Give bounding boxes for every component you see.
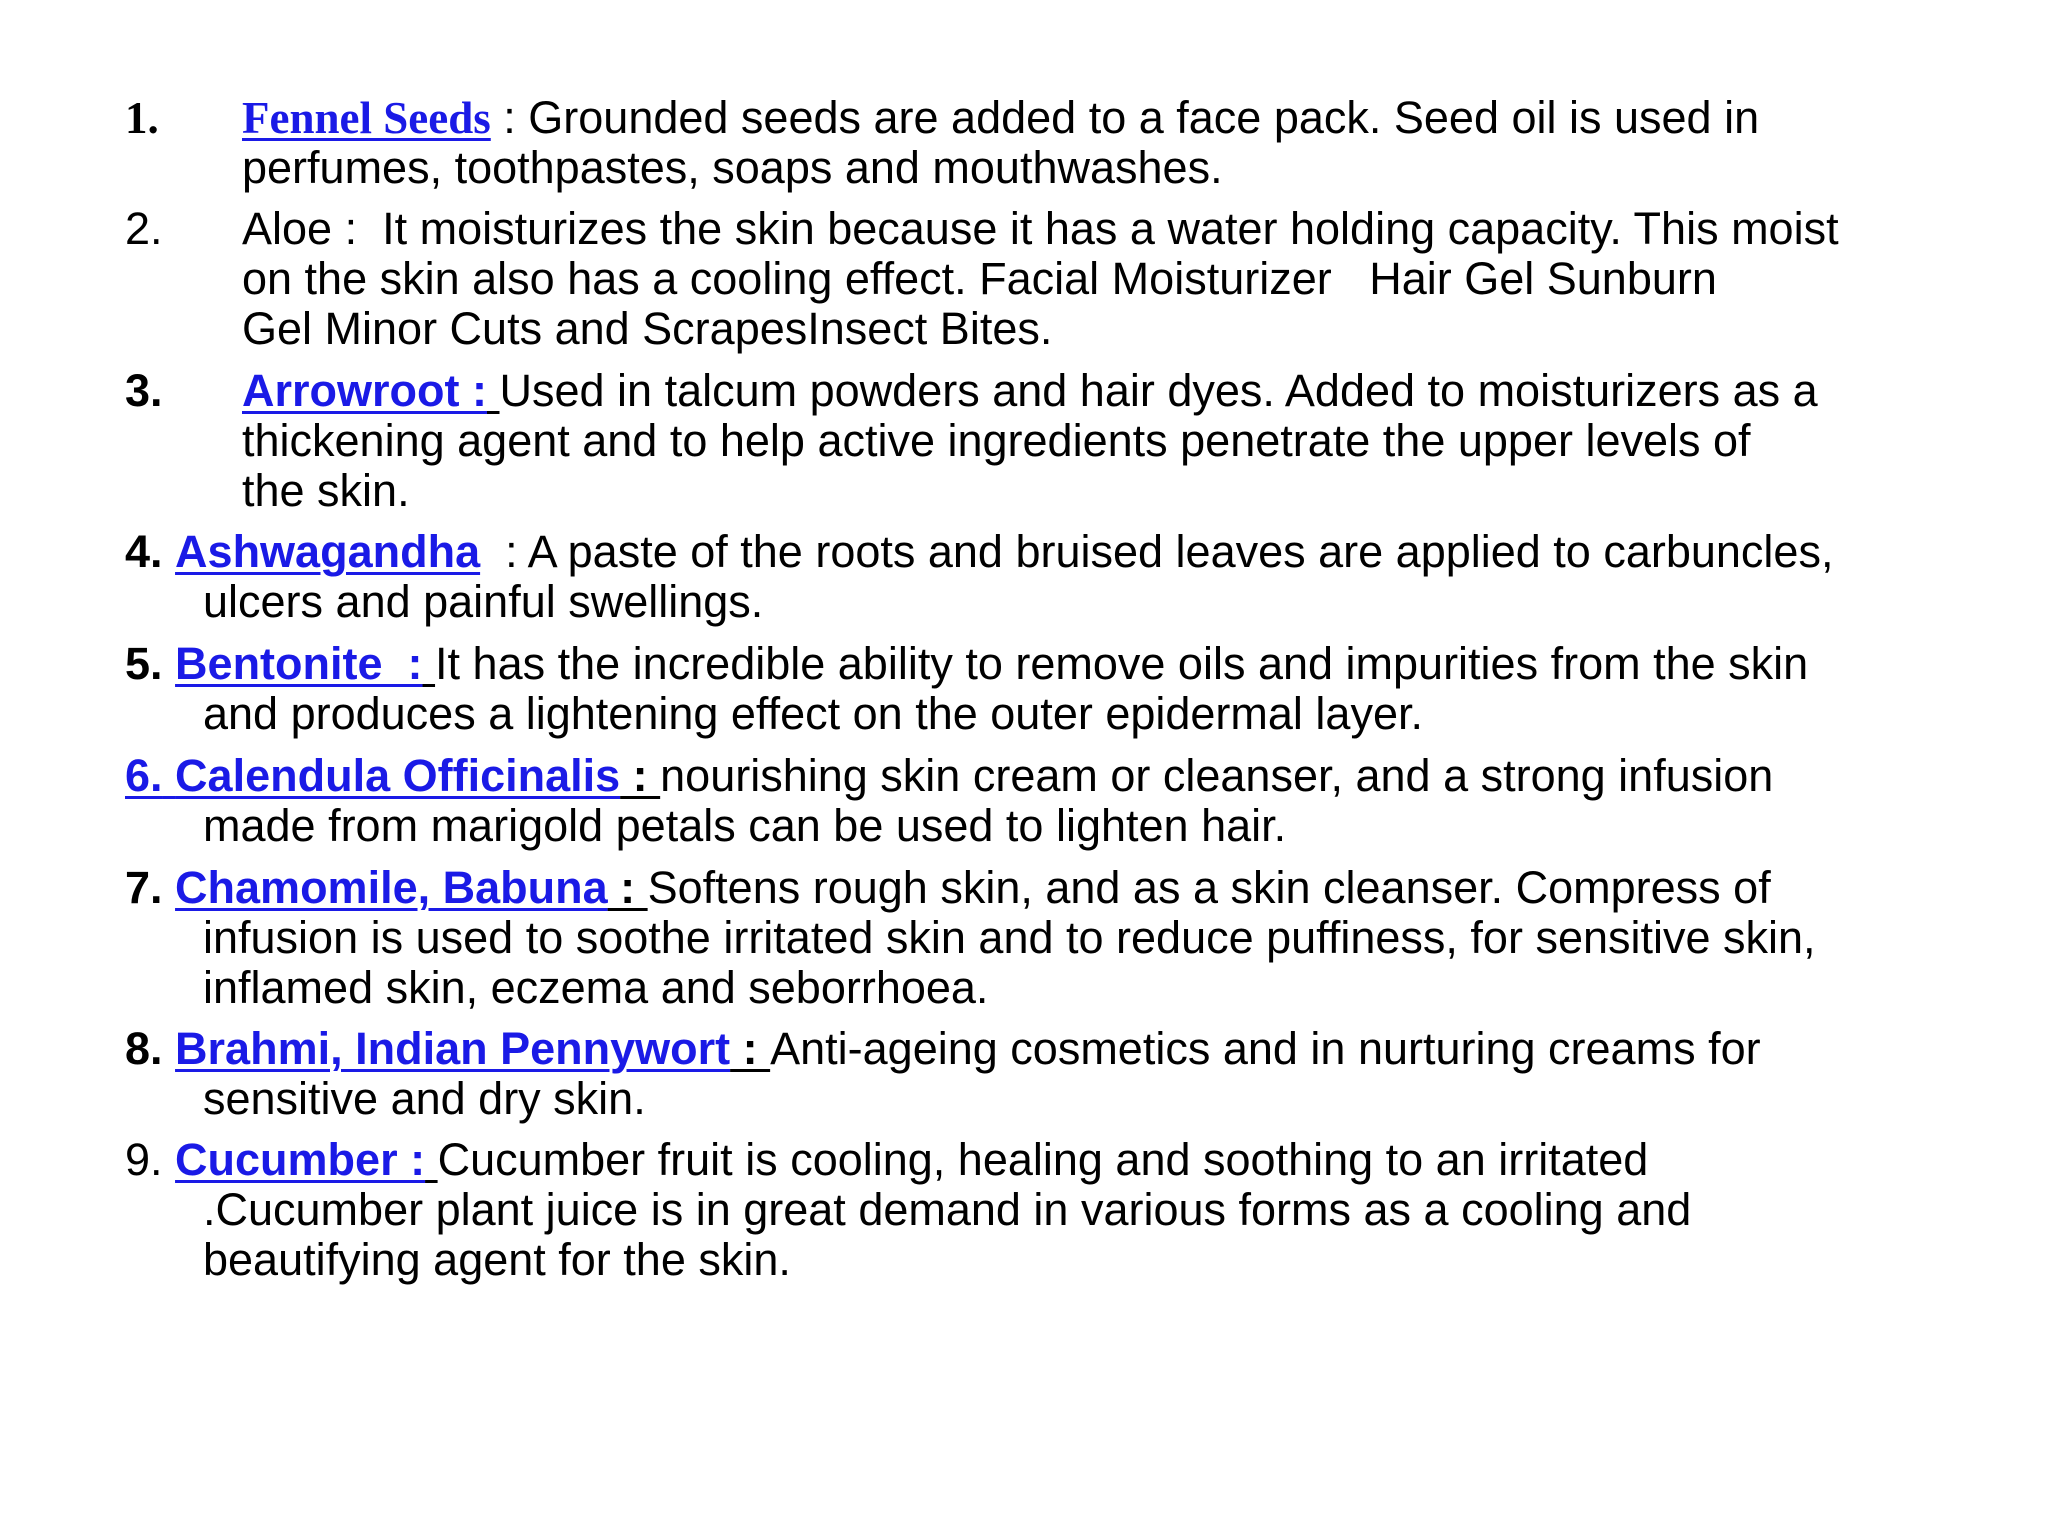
item-line bbox=[242, 204, 1839, 254]
item-body bbox=[125, 1024, 1761, 1124]
item-line: on the skin also has a cooling effect. Facial Moisturizer Hair Gel Sunburn bbox=[242, 253, 1717, 304]
item-number: 1. bbox=[125, 93, 159, 143]
item-number: 7. bbox=[125, 862, 163, 913]
term-link-chamomile-babuna[interactable]: Chamomile, Babuna bbox=[175, 862, 608, 913]
term-separator: : bbox=[607, 862, 648, 913]
item-text: It moisturizes the skin because it has a water holding capacity. This moist bbox=[369, 203, 1839, 254]
term-link-arrowroot[interactable]: Arrowroot : bbox=[242, 365, 487, 416]
item-body bbox=[125, 1135, 1691, 1285]
item-body bbox=[242, 204, 1839, 354]
term-separator: : bbox=[730, 1023, 771, 1074]
item-line bbox=[125, 1024, 1761, 1074]
item-line: beautifying agent for the skin. bbox=[203, 1234, 791, 1285]
item-line: perfumes, toothpastes, soaps and mouthwashes. bbox=[242, 142, 1223, 193]
term-separator bbox=[487, 365, 500, 416]
item-body bbox=[125, 863, 1816, 1013]
item-number: 5. bbox=[125, 638, 163, 689]
item-text: Cucumber fruit is cooling, healing and soothing to an irritated bbox=[437, 1134, 1649, 1185]
term-link-cucumber[interactable]: Cucumber : bbox=[175, 1134, 426, 1185]
term-link-fennel-seeds[interactable]: Fennel Seeds bbox=[242, 93, 491, 143]
term-separator bbox=[423, 638, 436, 689]
item-line: thickening agent and to help active ingredients penetrate the upper levels of bbox=[242, 415, 1751, 466]
item-body bbox=[242, 93, 1759, 193]
item-text: It has the incredible ability to remove oils and impurities from the skin bbox=[435, 638, 1809, 689]
item-body bbox=[125, 639, 1808, 739]
term-link-calendula[interactable] bbox=[163, 750, 176, 801]
term-link-calendula-officinalis[interactable]: Calendula Officinalis bbox=[175, 750, 621, 801]
item-line bbox=[125, 863, 1816, 913]
item-text: Anti-ageing cosmetics and in nurturing creams for bbox=[770, 1023, 1761, 1074]
item-number: 4. bbox=[125, 526, 163, 577]
item-line: ulcers and painful swellings. bbox=[203, 576, 764, 627]
item-line: the skin. bbox=[242, 465, 410, 516]
term-separator: : bbox=[620, 750, 661, 801]
item-line: infusion is used to soothe irritated skin and to reduce puffiness, for sensitive skin, bbox=[203, 912, 1816, 963]
item-number: 3. bbox=[125, 365, 163, 416]
term-link-bentonite[interactable]: Bentonite : bbox=[175, 638, 423, 689]
item-number[interactable]: 6. bbox=[125, 750, 163, 801]
item-lead: Aloe : bbox=[242, 203, 370, 254]
item-body bbox=[125, 527, 1833, 627]
term-link-brahmi-indian-pennywort[interactable]: Brahmi, Indian Pennywort bbox=[175, 1023, 731, 1074]
term-link-ashwagandha[interactable]: Ashwagandha bbox=[175, 526, 481, 577]
term-separator: : bbox=[490, 92, 529, 143]
item-body bbox=[242, 366, 1818, 516]
item-line: made from marigold petals can be used to lighten hair. bbox=[203, 800, 1287, 851]
item-text: Used in talcum powders and hair dyes. Added to moisturizers as a bbox=[499, 365, 1818, 416]
item-line bbox=[242, 366, 1818, 416]
item-line: .Cucumber plant juice is in great demand in various forms as a cooling and bbox=[203, 1184, 1692, 1235]
item-line: and produces a lightening effect on the outer epidermal layer. bbox=[203, 688, 1423, 739]
item-line: inflamed skin, eczema and seborrhoea. bbox=[203, 962, 989, 1013]
item-number: 2. bbox=[125, 203, 163, 254]
item-number: 8. bbox=[125, 1023, 163, 1074]
item-text: Softens rough skin, and as a skin cleanser. Compress of bbox=[647, 862, 1771, 913]
item-text: nourishing skin cream or cleanser, and a strong infusion bbox=[660, 750, 1774, 801]
item-body bbox=[125, 751, 1773, 851]
item-line bbox=[125, 527, 1833, 577]
item-line bbox=[125, 1135, 1691, 1185]
item-line bbox=[125, 751, 1773, 801]
item-number: 9. bbox=[125, 1134, 163, 1185]
item-text: A paste of the roots and bruised leaves are applied to carbuncles, bbox=[527, 526, 1834, 577]
term-separator bbox=[425, 1134, 438, 1185]
item-line: Gel Minor Cuts and ScrapesInsect Bites. bbox=[242, 303, 1053, 354]
term-separator: : bbox=[480, 526, 528, 577]
item-text: Grounded seeds are added to a face pack. Seed oil is used in bbox=[528, 92, 1760, 143]
item-line: sensitive and dry skin. bbox=[203, 1073, 646, 1124]
item-line bbox=[125, 639, 1808, 689]
item-line bbox=[242, 93, 1759, 143]
